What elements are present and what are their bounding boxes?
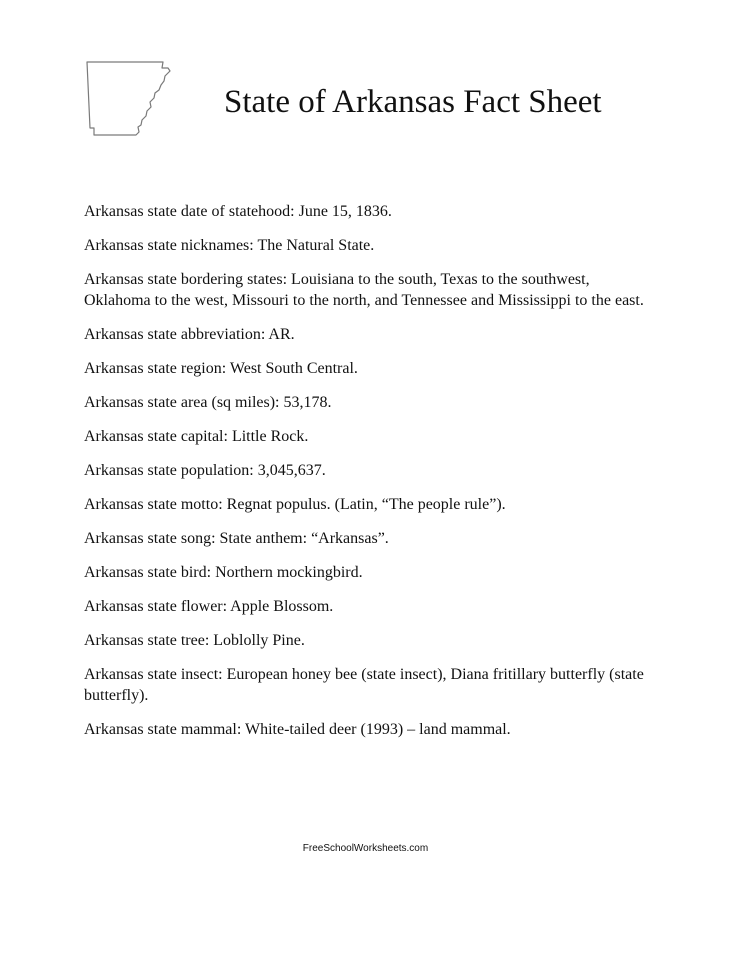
fact-bird: Arkansas state bird: Northern mockingbird.	[84, 564, 363, 581]
footer-site-credit: FreeSchoolWorksheets.com	[302, 843, 429, 854]
fact-flower: Arkansas state flower: Apple Blossom.	[84, 598, 334, 615]
fact-motto: Arkansas state motto: Regnat populus. (Latin, “The people rule”).	[84, 496, 506, 513]
fact-region: Arkansas state region: West South Central.	[84, 360, 358, 377]
fact-area: Arkansas state area (sq miles): 53,178.	[84, 394, 332, 411]
fact-mammal: Arkansas state mammal: White-tailed deer (1993) – land mammal.	[84, 721, 511, 738]
fact-abbreviation: Arkansas state abbreviation: AR.	[84, 326, 295, 343]
fact-population: Arkansas state population: 3,045,637.	[84, 462, 326, 479]
fact-tree: Arkansas state tree: Loblolly Pine.	[84, 632, 305, 649]
fact-list	[84, 201, 659, 753]
fact-bordering-states: Arkansas state bordering states: Louisiana to the south, Texas to the southwest, Oklahoma to the west, Missouri to the north, and Tennessee and Mississippi to the east.	[84, 271, 644, 309]
fact-capital: Arkansas state capital: Little Rock.	[84, 428, 309, 445]
arkansas-state-outline-icon	[84, 60, 178, 140]
fact-song: Arkansas state song: State anthem: “Arkansas”.	[84, 530, 389, 547]
fact-nicknames: Arkansas state nicknames: The Natural State.	[84, 237, 375, 254]
fact-statehood: Arkansas state date of statehood: June 15, 1836.	[84, 203, 392, 220]
page-title: State of Arkansas Fact Sheet	[224, 84, 602, 120]
fact-insect: Arkansas state insect: European honey bee (state insect), Diana fritillary butterfly (state butterfly).	[84, 666, 644, 704]
